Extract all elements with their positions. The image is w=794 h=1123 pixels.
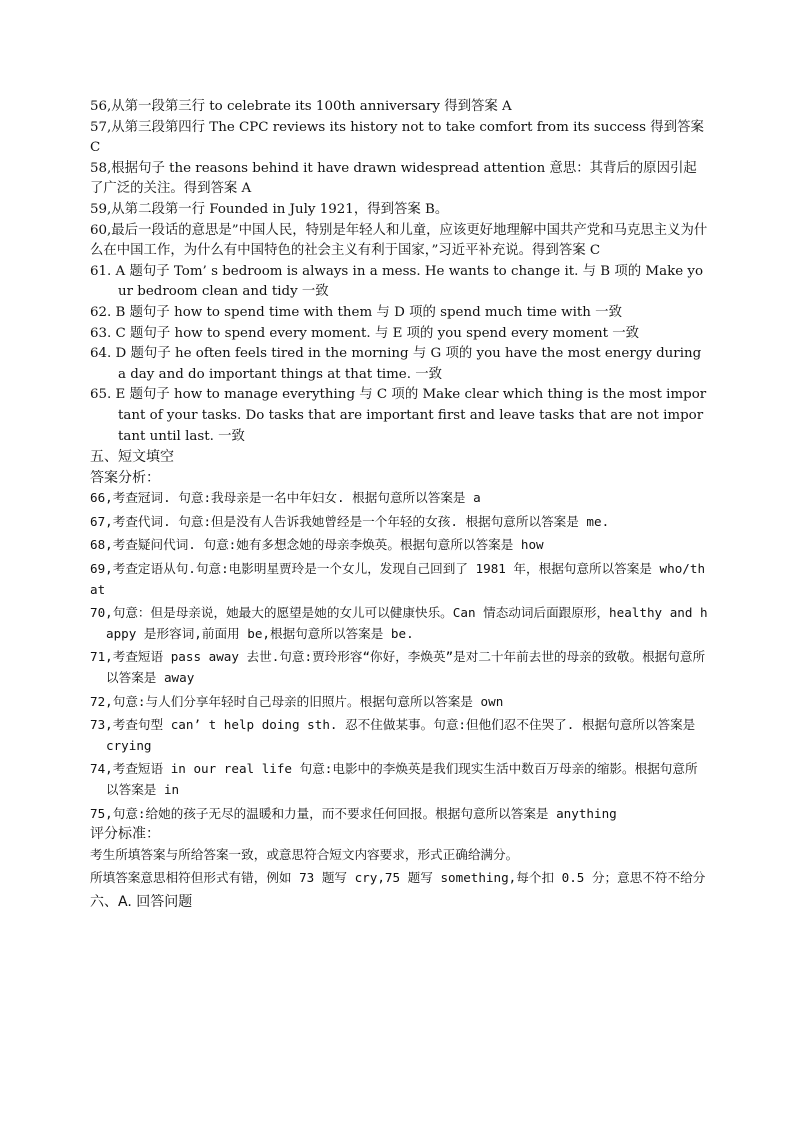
answer-67: 67,考查代词. 句意:但是没有人告诉我她曾经是一个年轻的女孩. 根据句意所以答案是 me. <box>90 513 610 529</box>
answer-64: 64. D 题句子 he often feels tired in the morning 与 G 项的 you have the most energy during a day and do important things at that time. 一致 <box>90 346 702 382</box>
answer-70: 70,句意：但是母亲说，她最大的愿望是她的女儿可以健康快乐。Can 情态动词后面跟原形，healthy and happy 是形容词,前面用 be,根据句意所以答案是 be. <box>90 605 708 641</box>
answer-73: 73,考查句型 can’ t help doing sth. 忍不住做某事。句意:但他们忍不住哭了. 根据句意所以答案是 crying <box>90 717 696 753</box>
answer-65: 65. E 题句子 how to manage everything 与 C 项的 Make clear which thing is the most important of your tasks. Do tasks that are important first and leave tasks that are not important until last. 一致 <box>90 387 707 444</box>
answer-66: 66,考查冠词. 句意:我母亲是一名中年妇女. 根据句意所以答案是 a <box>90 490 481 506</box>
answer-57: 57,从第三段第四行 The CPC reviews its history not to take comfort from its success 得到答案 C <box>90 119 704 156</box>
answer-74: 74,考查短语 in our real life 句意:电影中的李焕英是我们现实生活中数百万母亲的缩影。根据句意所以答案是 in <box>90 761 698 797</box>
scoring-rule-2: 所填答案意思相符但形式有错，例如 73 题写 cry,75 题写 something,每个扣 0.5 分；意思不符不给分 <box>90 870 706 886</box>
section-5-title: 五、短文填空 <box>90 449 174 466</box>
answer-60: 60,最后一段话的意思是”中国人民，特别是年轻人和儿童，应该更好地理解中国共产党和马克思主义为什么在中国工作，为什么有中国特色的社会主义有利于国家，”习近平补充说。得到答案 C <box>90 222 708 259</box>
section-6-title: 六、A. 回答问题 <box>90 893 193 910</box>
answer-56: 56,从第一段第三行 to celebrate its 100th anniversary 得到答案 A <box>90 99 512 114</box>
answer-69: 69,考查定语从句.句意:电影明星贾玲是一个女儿，发现自己回到了 1981 年，根据句意所以答案是 who/that <box>90 561 706 597</box>
scoring-label: 评分标准： <box>90 826 160 843</box>
answer-63: 63. C 题句子 how to spend every moment. 与 E 项的 you spend every moment 一致 <box>90 325 640 341</box>
answer-72: 72,句意:与人们分享年轻时自己母亲的旧照片。根据句意所以答案是 own <box>90 693 504 709</box>
answer-62: 62. B 题句子 how to spend time with them 与 D 项的 spend much time with 一致 <box>90 304 622 320</box>
answer-61: 61. A 题句子 Tom’ s bedroom is always in a mess. He wants to change it. 与 B 项的 Make your bedroom clean and tidy 一致 <box>90 263 704 300</box>
answer-59: 59,从第二段第一行 Founded in July 1921，得到答案 B。 <box>90 201 449 217</box>
analysis-label: 答案分析： <box>90 469 160 486</box>
answer-71: 71,考查短语 pass away 去世.句意:贾玲形容“你好，李焕英”是对二十年前去世的母亲的致敬。根据句意所以答案是 away <box>90 649 706 686</box>
answer-75: 75,句意:给她的孩子无尽的温暖和力量，而不要求任何回报。根据句意所以答案是 anything <box>90 805 617 821</box>
answer-58: 58,根据句子 the reasons behind it have drawn widespread attention 意思：其背后的原因引起了广泛的关注。得到答案 A <box>90 160 697 197</box>
answer-document <box>90 97 708 913</box>
scoring-rule-1: 考生所填答案与所给答案一致，或意思符合短文内容要求，形式正确给满分。 <box>90 846 519 862</box>
answer-68: 68,考查疑问代词. 句意:她有多想念她的母亲李焕英。根据句意所以答案是 how <box>90 537 544 553</box>
